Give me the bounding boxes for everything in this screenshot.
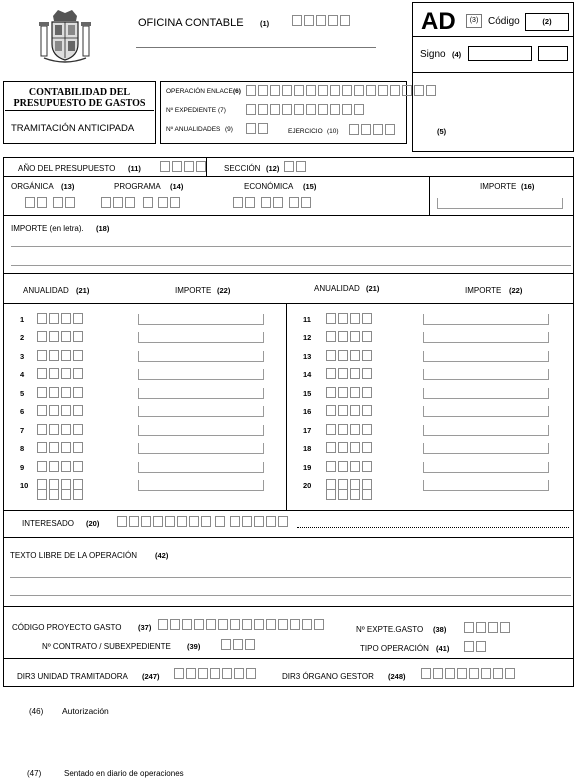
programa-cells-b[interactable] [143, 197, 153, 208]
right-importe-input[interactable] [423, 406, 549, 417]
right-anualidad-cells[interactable] [326, 424, 372, 435]
codigo-input[interactable]: (2) [525, 13, 569, 31]
left-anualidad-cells[interactable] [37, 313, 83, 324]
left-importe-input[interactable] [138, 369, 264, 380]
left-importe-input[interactable] [138, 480, 264, 491]
anio-label: AÑO DEL PRESUPUESTO [18, 164, 116, 173]
left-row-number: 7 [20, 426, 25, 435]
importe-right-number: (22) [509, 286, 523, 295]
texto-libre-label: TEXTO LIBRE DE LA OPERACIÓN [10, 551, 137, 560]
anualidades-number: (9) [225, 126, 233, 133]
left-importe-input[interactable] [138, 425, 264, 436]
anio-cells[interactable] [160, 161, 206, 172]
left-row-number: 4 [20, 370, 25, 379]
organica-cells-b[interactable] [53, 197, 75, 208]
left-anualidad-cells[interactable] [37, 368, 83, 379]
texto-libre-line-2[interactable] [10, 595, 571, 596]
economica-cells-b[interactable] [261, 197, 283, 208]
organica-number: (13) [61, 182, 75, 191]
row2-divider [4, 215, 573, 216]
dir3-unidad-label: DIR3 UNIDAD TRAMITADORA [17, 672, 128, 681]
left-anualidad-cells[interactable] [37, 350, 83, 361]
left-importe-input[interactable] [138, 351, 264, 362]
row1-divider [4, 176, 573, 177]
left-anualidad-cells[interactable] [37, 387, 83, 398]
anualidades-center-divider [286, 303, 287, 510]
importe-left-number: (22) [217, 286, 231, 295]
importe16-label: IMPORTE [480, 182, 517, 191]
importe-left-label: IMPORTE [175, 286, 212, 295]
codigo-label: Código [488, 16, 520, 27]
left-row-number: 5 [20, 389, 25, 398]
right-importe-input[interactable] [423, 314, 549, 325]
title-line1: CONTABILIDAD DEL [28, 87, 131, 98]
left-row-number: 8 [20, 444, 25, 453]
right-anualidad-cells[interactable] [326, 442, 372, 453]
codigo-proyecto-label: CÓDIGO PROYECTO GASTO [12, 623, 122, 632]
expte-gasto-label: Nº EXPTE.GASTO [356, 625, 424, 634]
left-anualidad-cells[interactable] [37, 331, 83, 342]
importe-letra-label: IMPORTE (en letra). [11, 224, 84, 233]
left-anualidad-cells[interactable] [37, 489, 83, 500]
interesado-label: INTERESADO [22, 519, 75, 528]
sentado-label: Sentado en diario de operaciones [64, 769, 184, 778]
left-anualidad-cells[interactable] [37, 461, 83, 472]
economica-label: ECONÓMICA [244, 182, 294, 191]
importe16-number: (16) [521, 182, 535, 191]
operacion-enlace-label: OPERACIÓN ENLACE [166, 88, 233, 95]
anualidad-right-label: ANUALIDAD [314, 284, 360, 293]
contrato-label: Nº CONTRATO / SUBEXPEDIENTE [42, 642, 171, 651]
autorizacion-label: Autorización [62, 706, 109, 716]
seccion-cells[interactable] [284, 161, 306, 172]
right-anualidad-cells[interactable] [326, 461, 372, 472]
importe-letra-line-2[interactable] [11, 265, 571, 266]
importe16-divider [429, 176, 430, 215]
ejercicio-label: EJERCICIO [288, 128, 323, 135]
programa-label: PROGRAMA [114, 182, 161, 191]
right-anualidad-cells[interactable] [326, 313, 372, 324]
right-row-number: 12 [303, 333, 312, 342]
signo-number: (4) [452, 50, 462, 59]
tipo-operacion-number: (41) [436, 644, 450, 653]
importe-letra-line-1[interactable] [11, 246, 571, 247]
signo-input-2[interactable] [538, 46, 568, 61]
right-row-number: 18 [303, 444, 312, 453]
signo-input[interactable] [468, 46, 532, 61]
anualidad-left-label: ANUALIDAD [23, 286, 69, 295]
title-line2: PRESUPUESTO DE GASTOS [13, 98, 146, 109]
anio-number: (11) [128, 164, 141, 173]
autorizacion-number: (46) [29, 707, 44, 716]
expediente-cells[interactable] [246, 104, 364, 115]
left-anualidad-cells[interactable] [37, 424, 83, 435]
seccion-number: (12) [266, 164, 280, 173]
right-row-number: 13 [303, 352, 312, 361]
right-importe-input[interactable] [423, 332, 549, 343]
economica-cells-c[interactable] [289, 197, 311, 208]
ad-code-box[interactable]: (3) [466, 14, 482, 28]
title-divider [5, 110, 154, 111]
interesado-number: (20) [86, 519, 100, 528]
anualidades-label: Nº ANUALIDADES [166, 126, 221, 133]
tipo-operacion-label: TIPO OPERACIÓN [360, 644, 429, 653]
ad-title: AD [421, 8, 456, 35]
programa-cells-a[interactable] [101, 197, 135, 208]
ejercicio-cells[interactable] [349, 124, 395, 135]
dir3-unidad-cells[interactable] [174, 668, 256, 679]
texto-libre-line-1[interactable] [10, 577, 571, 578]
left-row-number: 9 [20, 463, 25, 472]
dir3-organo-number: (248) [388, 672, 406, 681]
tipo-operacion-cells[interactable] [464, 641, 486, 652]
expte-gasto-cells[interactable] [464, 622, 510, 633]
ejercicio-number: (10) [327, 128, 339, 135]
main-frame [3, 157, 574, 687]
oficina-line [136, 47, 376, 48]
right-anualidad-cells[interactable] [326, 387, 372, 398]
right-row-number: 17 [303, 426, 312, 435]
right-importe-input[interactable] [423, 388, 549, 399]
right-row-number: 19 [303, 463, 312, 472]
anualidades-bottom-divider [4, 510, 573, 511]
right-importe-input[interactable] [423, 369, 549, 380]
right-row-number: 20 [303, 481, 312, 490]
left-importe-input[interactable] [138, 462, 264, 473]
right-importe-input[interactable] [423, 425, 549, 436]
expediente-label: Nº EXPEDIENTE [166, 107, 217, 114]
dir3-unidad-number: (247) [142, 672, 160, 681]
left-importe-input[interactable] [138, 388, 264, 399]
right-row-number: 14 [303, 370, 312, 379]
economica-cells-a[interactable] [233, 197, 255, 208]
anualidad-left-number: (21) [76, 286, 90, 295]
proyecto-divider [4, 658, 573, 659]
right-anualidad-cells[interactable] [326, 489, 372, 500]
box5-number: (5) [437, 127, 447, 136]
oficina-contable-label: OFICINA CONTABLE [138, 17, 244, 29]
right-anualidad-cells[interactable] [326, 350, 372, 361]
left-importe-input[interactable] [138, 443, 264, 454]
right-anualidad-cells[interactable] [326, 331, 372, 342]
codigo-proyecto-cells[interactable] [158, 619, 324, 630]
right-anualidad-cells[interactable] [326, 368, 372, 379]
ad-divider [413, 36, 573, 37]
interesado-name-line[interactable] [297, 527, 569, 528]
left-row-number: 10 [20, 481, 29, 490]
operacion-enlace-number: (6) [233, 88, 241, 95]
interesado-cells-c[interactable] [230, 516, 288, 527]
signo-divider [413, 72, 573, 73]
importe-letra-number: (18) [96, 224, 110, 233]
anualidad-right-number: (21) [366, 284, 380, 293]
row3-divider [4, 273, 573, 274]
oficina-contable-number: (1) [260, 19, 270, 28]
interesado-cells-b[interactable] [215, 516, 225, 527]
dir3-organo-label: DIR3 ÓRGANO GESTOR [282, 672, 374, 681]
programa-number: (14) [170, 182, 184, 191]
contrato-cells[interactable] [221, 639, 255, 650]
title-subtitle: TRAMITACIÓN ANTICIPADA [11, 123, 135, 134]
right-row-number: 15 [303, 389, 312, 398]
programa-cells-c[interactable] [158, 197, 180, 208]
right-row-number: 11 [303, 315, 311, 324]
left-row-number: 2 [20, 333, 25, 342]
oficina-contable-cells[interactable] [292, 15, 350, 26]
organica-label: ORGÁNICA [11, 182, 54, 191]
right-importe-input[interactable] [423, 480, 549, 491]
texto-libre-number: (42) [155, 551, 169, 560]
economica-number: (15) [303, 182, 317, 191]
left-row-number: 3 [20, 352, 25, 361]
left-row-number: 1 [20, 315, 25, 324]
expte-gasto-number: (38) [433, 625, 447, 634]
right-importe-input[interactable] [423, 462, 549, 473]
left-row-number: 6 [20, 407, 25, 416]
anio-divider [206, 158, 207, 176]
organica-cells-a[interactable] [25, 197, 47, 208]
importe-right-label: IMPORTE [465, 286, 502, 295]
coat-of-arms-icon [38, 8, 92, 64]
right-importe-input[interactable] [423, 351, 549, 362]
seccion-label: SECCIÓN [224, 164, 261, 173]
contrato-number: (39) [187, 642, 201, 651]
right-row-number: 16 [303, 407, 312, 416]
operacion-enlace-cells[interactable] [246, 85, 436, 96]
anualidades-header-divider [4, 303, 573, 304]
sentado-number: (47) [27, 769, 42, 778]
right-importe-input[interactable] [423, 443, 549, 454]
anualidades-cells[interactable] [246, 123, 268, 134]
dir3-organo-cells[interactable] [421, 668, 515, 679]
left-anualidad-cells[interactable] [37, 442, 83, 453]
left-importe-input[interactable] [138, 314, 264, 325]
expediente-number: (7) [218, 107, 226, 114]
interesado-divider [4, 537, 573, 538]
codigo-proyecto-number: (37) [138, 623, 152, 632]
left-importe-input[interactable] [138, 406, 264, 417]
signo-label: Signo [420, 49, 446, 60]
left-anualidad-cells[interactable] [37, 405, 83, 416]
right-anualidad-cells[interactable] [326, 405, 372, 416]
left-importe-input[interactable] [138, 332, 264, 343]
importe16-input[interactable] [437, 198, 563, 209]
texto-libre-divider [4, 606, 573, 607]
interesado-cells-a[interactable] [117, 516, 211, 527]
